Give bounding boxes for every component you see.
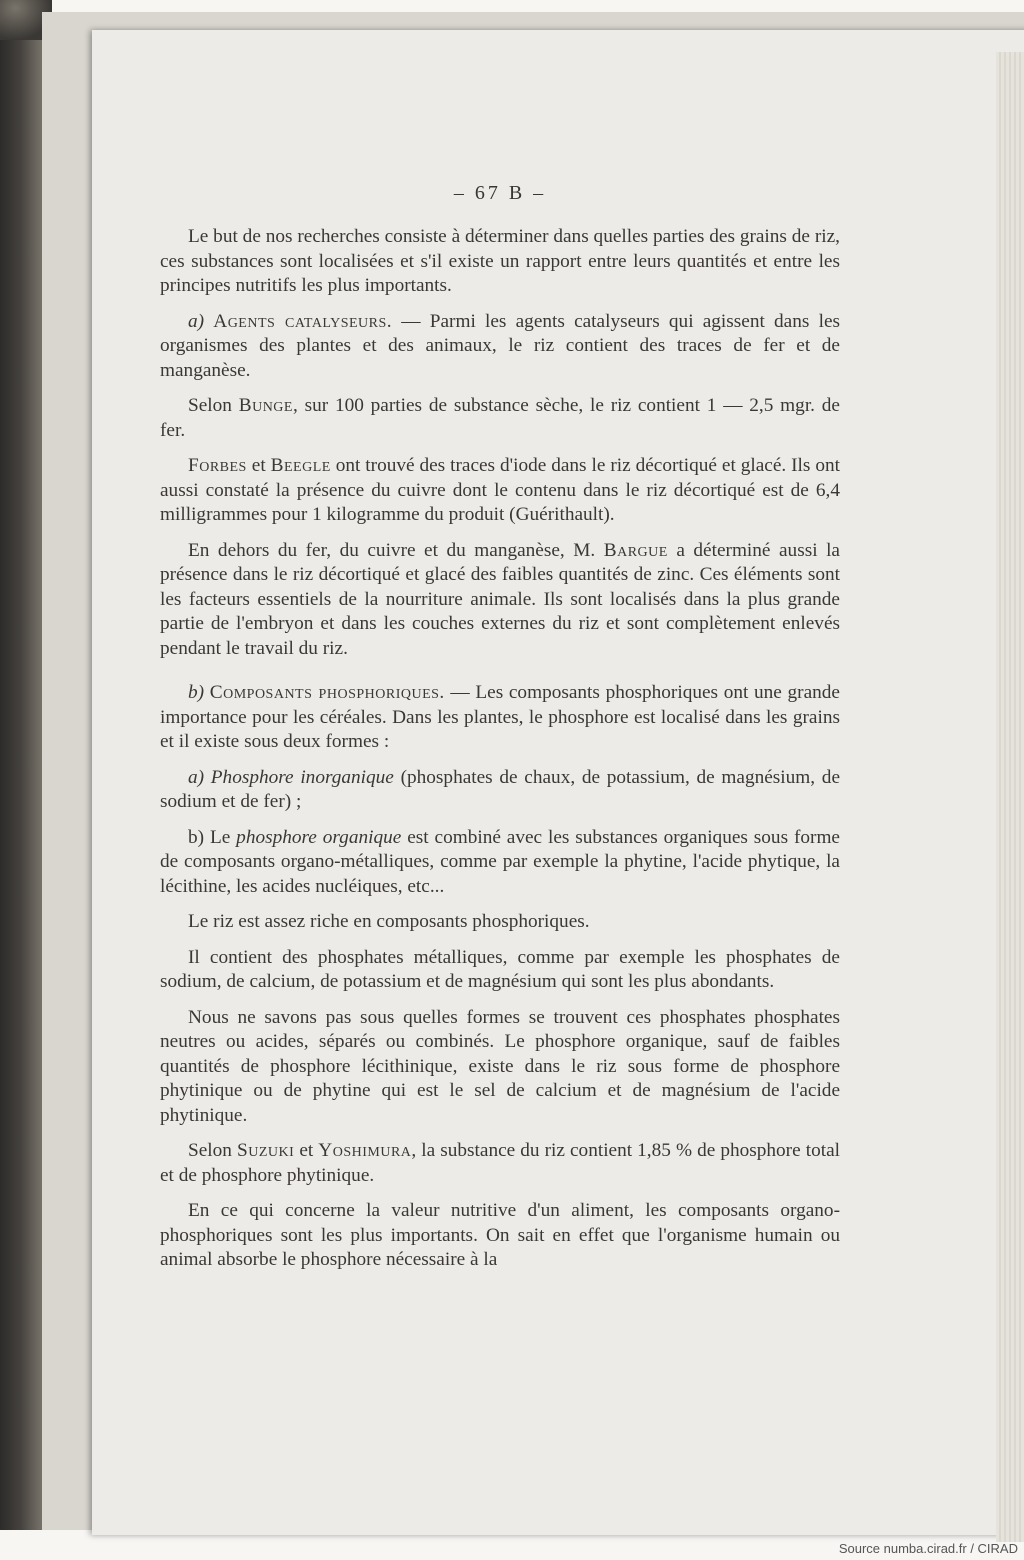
author-name: Bargue xyxy=(603,539,668,561)
paragraph-bargue: En dehors du fer, du cuivre et du manganèse, M. Bargue a déterminé aussi la présence dans le riz décortiqué et glacé des faibles quantités de zinc. Ces éléments sont les facteurs essentiels de la nourriture animale. Ils sont localisés dans la plus grande partie de l'embryon et dans les couches externes du riz et sont complètement enlevés pendant le travail du riz. xyxy=(160,539,840,659)
paragraph-inorganic: a) Phosphore inorganique (phosphates de chaux, de potassium, de magnésium, de sodium et de fer) ; xyxy=(160,766,841,812)
source-credit: Source numba.cirad.fr / CIRAD xyxy=(838,1541,1018,1556)
paragraph-organic: b) Le phosphore organique est combiné avec les substances organiques sous forme de composants organo-métalliques, comme par exemple la phytine, l'acide phytique, la lécithine, les acides nucléiques, etc... xyxy=(160,826,840,897)
author-name: Bunge xyxy=(238,395,293,416)
paragraph-phosphoric: b) Composants phosphoriques. — Les composants phosphoriques ont une grande importance pour les céréales. Dans les plantes, le phosphore est localisé dans les grains et il existe sous deux formes : xyxy=(160,682,840,752)
body-text xyxy=(160,225,840,1284)
paragraph-bunge: Selon Bunge, sur 100 parties de substance sèche, le riz contient 1 — 2,5 mgr. de fer. xyxy=(160,395,840,441)
paragraph-intro: Le but de nos recherches consiste à déterminer dans quelles parties des grains de riz, ces substances sont localisées et s'il existe un rapport entre leurs quantités et entre les principes nutritifs les plus importants. xyxy=(160,226,840,296)
paragraph-agents: a) Agents catalyseurs. — Parmi les agents catalyseurs qui agissent dans les organismes des plantes et des animaux, le riz contient des traces de fer et de manganèse. xyxy=(160,310,840,381)
paragraph-forbes: Forbes et Beegle ont trouvé des traces d'iode dans le riz décortiqué et glacé. Ils ont aussi constaté la présence du cuivre dont le contenu dans le riz décortiqué est de 6,4 milligrammes pour 1 kilogramme du produit (Guérithault). xyxy=(160,455,840,525)
paragraph-rich: Le riz est assez riche en composants phosphoriques. xyxy=(188,911,590,932)
author-name: Beegle xyxy=(270,455,331,476)
paragraph-metallic: Il contient des phosphates métalliques, comme par exemple les phosphates de sodium, de calcium, de potassium et de magnésium qui sont les plus abondants. xyxy=(160,946,840,992)
paragraph-forms: Nous ne savons pas sous quelles formes se trouvent ces phosphates phosphates neutres ou acides, séparés ou combinés. Le phosphore organique, sauf de faibles quantités de phosphore lécithinique, existe dans le riz sous forme de phosphore phytinique ou de phytine qui est le sel de calcium et de magnésium de l'acide phytinique. xyxy=(160,1006,840,1126)
author-name: Suzuki xyxy=(236,1140,295,1161)
author-name: Forbes xyxy=(188,455,247,476)
section-heading-phosphoric: Composants phosphoriques. xyxy=(209,682,445,703)
paragraph-suzuki: Selon Suzuki et Yoshimura, la substance du riz contient 1,85 % de phosphore total et de phosphore phytinique. xyxy=(160,1140,840,1186)
page-number: – 67 B – xyxy=(453,182,547,204)
page-edges xyxy=(996,52,1024,1542)
author-name: Yoshimura xyxy=(318,1140,412,1161)
paragraph-nutritive: En ce qui concerne la valeur nutritive d'un aliment, les composants organo-phosphoriques sont les plus importants. On sait en effet que l'organisme humain ou animal absorbe le phosphore nécessaire à la xyxy=(160,1200,840,1270)
section-heading-agents: Agents catalyseurs. xyxy=(213,310,393,332)
